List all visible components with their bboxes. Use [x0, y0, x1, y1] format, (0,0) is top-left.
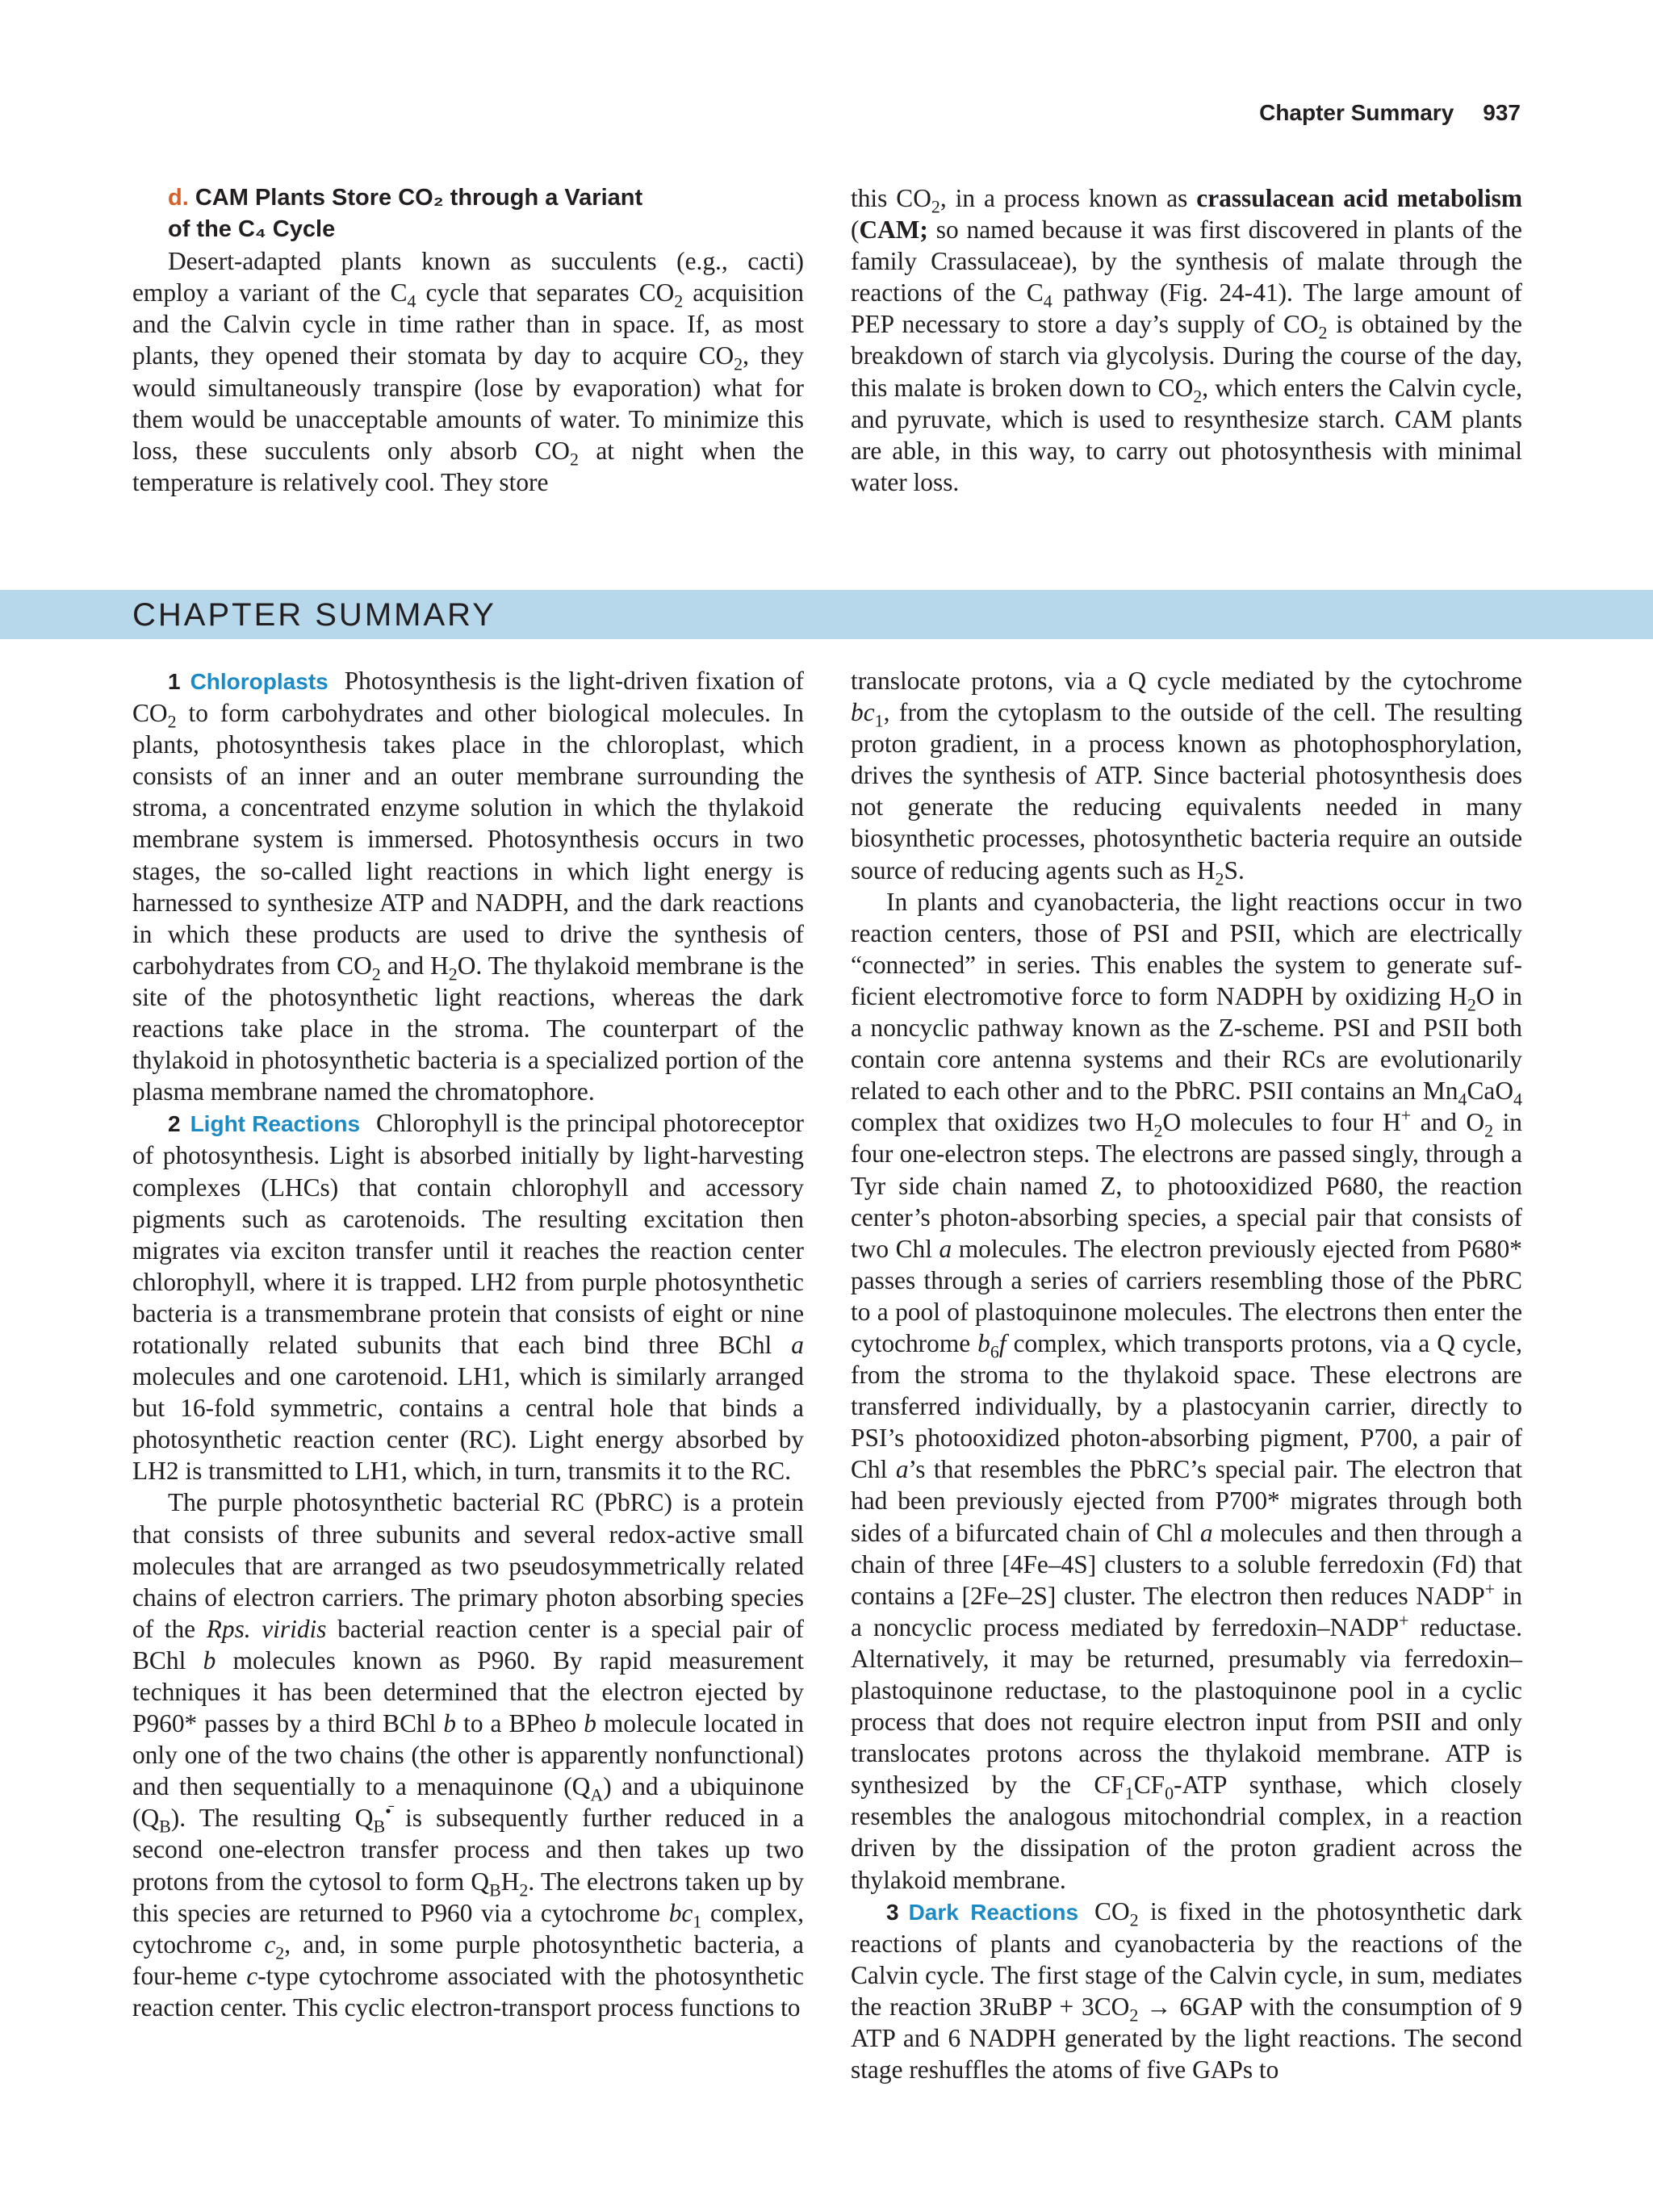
- summary-item-2: 2 Light Reactions Chlorophyll is the principal photoreceptor of photosynthesis. Light is absorbed initially by light-harvesting complexes (LHCs) that contain chlorophyll and accessory pigments such as carotenoids. The resulting excitation then migrates via exciton transfer until it reaches the reaction center chlorophyll, where it is trapped. LH2 from purple photosynthetic bacteria is a transmembrane protein that consists of eight or nine rotationally related subunits that each bind three BChl a molecules and one carotenoid. LH1, which is similarly arranged but 16-fold symmetric, contains a central hole that binds a photosynthetic reaction center (RC). Light energy absorbed by LH2 is transmitted to LH1, which, in turn, transmits it to the RC.: [132, 1109, 804, 1486]
- section-d-letter: d.: [168, 185, 189, 211]
- chapter-summary-title: CHAPTER SUMMARY: [132, 597, 496, 633]
- running-head: [1259, 100, 1521, 126]
- summary-paragraph: translocate protons, via a Q cycle mediated by the cytochrome $bc_1$, from the cytoplasm to the outside of the cell. The resulting proton gradient, in a process known as photophosphorylation, drives the synthesis of ATP. Since bacterial photosynthesis does not generate the reducing equivalents needed in many biosynthetic processes, photosynthetic bacteria require an outside source of reducing agents such as $H_2S$.: [851, 667, 1522, 889]
- summary-item-keyword: Dark Reactions: [908, 1899, 1079, 1925]
- summary-item-3: 3 Dark Reactions $CO_2$ is fixed in the photosynthetic dark reactions of plants and cyanobacteria by the reactions of the Calvin cycle. The first stage of the Calvin cycle, in sum, mediates the reaction 3RuBP + $3CO_2 \to 6GAP$ with the consumption of 9 ATP and 6 NADPH generated by the light reactions. The second stage reshuffles the atoms of five GAPs to: [851, 1896, 1522, 2084]
- summary-paragraph: In plants and cyanobacteria, the light reactions occur in two reaction centers, those of PSI and PSII, which are electrically “connected” in series. This enables the system to generate sufficient electromotive force to form NADPH by oxidizing $H_2O$ in a noncyclic pathway known as the Z-scheme. PSI and PSII both contain core antenna systems and their RCs are evolutionarily related to each other and to the PbRC. PSII contains an $Mn_4CaO_4$ complex that oxidizes two $H_2O$ molecules to four H+ and $O_2$ in four one-electron steps. The electrons are passed singly, through a Tyr side chain named Z, to photooxidized P680, the reaction center’s photon-absorbing species, a special pair that consists of two Chl a molecules. The electron previously ejected from P680* passes through a series of carriers resembling those of the PbRC to a pool of plastoquinone molecules. The electrons then enter the cytochrome $b_6f$ complex, which transports protons, via a Q cycle, from the stroma to the thylakoid space. These electrons are transferred individually, by a plastocyanin carrier, directly to PSI’s photooxidized photon-absorbing pigment, P700, a pair of Chl a’s that resembles the PbRC’s special pair. The electron that had been previously ejected from P700* migrates through both sides of a bifurcated chain of Chl a molecules and then through a chain of three [4Fe–4S] clusters to a soluble ferredoxin (Fd) that contains a [2Fe–2S] cluster. The electron then reduces NADP+ in a noncyclic process mediated by ferredoxin–NADP+ reductase. Alternatively, it may be returned, presumably via ferredoxin–plastoquinone reductase, to the plastoquinone pool in a cyclic process that does not require electron input from PSII and only translocates protons across the thylakoid membrane. ATP is synthesized by the $CF_1CF_0$-ATP synthase, which closely resembles the analogous mitochondrial complex, in a reaction driven by the dissipation of the proton gradient across the thylakoid membrane.: [851, 887, 1523, 1894]
- section-d-title-line2: of the C₄ Cycle: [168, 216, 336, 243]
- summary-item-1: 1 Chloroplasts Photosynthesis is the light-driven fixation of $CO_2$ to form carbohydrates and other biological molecules. In plants, photosynthesis takes place in the chloroplast, which consists of an inner and an outer membrane surrounding the stroma, a concentrated enzyme solution in which the thylakoid membrane system is immersed. Photosynthesis occurs in two stages, the so-called light reactions in which light energy is harnessed to synthesize ATP and NADPH, and the dark reactions in which these products are used to drive the synthesis of carbohydrates from $CO_2$ and $H_2O$. The thylakoid membrane is the site of the photosynthetic light reactions, whereas the dark reactions take place in the stroma. The counterpart of the thylakoid in photosynthetic bacteria is a specialized portion of the plasma membrane named the chromatophore.: [132, 667, 804, 1106]
- summary-item-keyword: Light Reactions: [190, 1111, 361, 1137]
- summary-paragraph: The purple photosynthetic bacterial RC (PbRC) is a protein that consists of three subunits and several redox-active small molecules that are arranged as two pseudosymmetrically related chains of electron carriers. The primary photon absorbing species of the Rps. viridis bacterial reaction center is a special pair of BChl b molecules known as P960. By rapid measurement techniques it has been determined that the electron ejected by P960* passes by a third BChl b to a BPheo b molecule located in only one of the two chains (the other is apparently nonfunctional) and then sequentially to a menaquinone $(Q_A)$ and a ubiquinone $(Q_B)$. The resulting $Q_B^{•̄}$ is subsequently further reduced in a second one-electron transfer process and then takes up two protons from the cytosol to form $Q_BH_2$. The electrons taken up by this species are returned to P960 via a cytochrome $bc_1$ complex, cytochrome $c_2$, and, in some purple photosynthetic bacteria, a four-heme c-type cytochrome associated with the photosynthetic reaction center. This cyclic electron-transport process functions to: [132, 1488, 805, 2022]
- summary-right-column: [851, 665, 1522, 2085]
- summary-item-number: 2: [168, 1111, 181, 1137]
- section-d-heading: [132, 182, 804, 214]
- summary-item-number: 1: [168, 669, 181, 694]
- section-d-continued-column: [851, 182, 1522, 498]
- summary-item-keyword: Chloroplasts: [190, 669, 329, 694]
- summary-item-number: 3: [886, 1899, 899, 1925]
- page-number: 937: [1483, 100, 1521, 125]
- summary-left-column: [132, 665, 804, 2023]
- section-d-paragraph: Desert-adapted plants known as succulents (e.g., cacti) employ a variant of the $C_4$ cycle that separates $CO_2$ acquisition and the Calvin cycle in time rather than in space. If, as most plants, they opened their stomata by day to acquire $CO_2$, they would simultaneously transpire (lose by evaporation) what for them would be unacceptable amounts of water. To minimize this loss, these succulents only absorb $CO_2$ at night when the temperature is relatively cool. They store: [132, 247, 805, 496]
- section-d-title-line1: CAM Plants Store CO₂ through a Variant: [195, 185, 643, 211]
- section-d-column: [132, 182, 804, 498]
- section-d-paragraph-continued: this $CO_2$, in a process known as crassulacean acid metabolism (CAM; so named because it was first discovered in plants of the family Crassulaceae), by the synthesis of malate through the reactions of the $C_4$ pathway (Fig. 24-41). The large amount of PEP necessary to store a day’s supply of $CO_2$ is obtained by the breakdown of starch via glycolysis. During the course of the day, this malate is broken down to $CO_2$, which enters the Calvin cycle, and pyruvate, which is used to resynthesize starch. CAM plants are able, in this way, to carry out photosynthesis with minimal water loss.: [851, 184, 1522, 496]
- section-d-heading-line2: [132, 214, 804, 245]
- running-title: Chapter Summary: [1259, 100, 1454, 125]
